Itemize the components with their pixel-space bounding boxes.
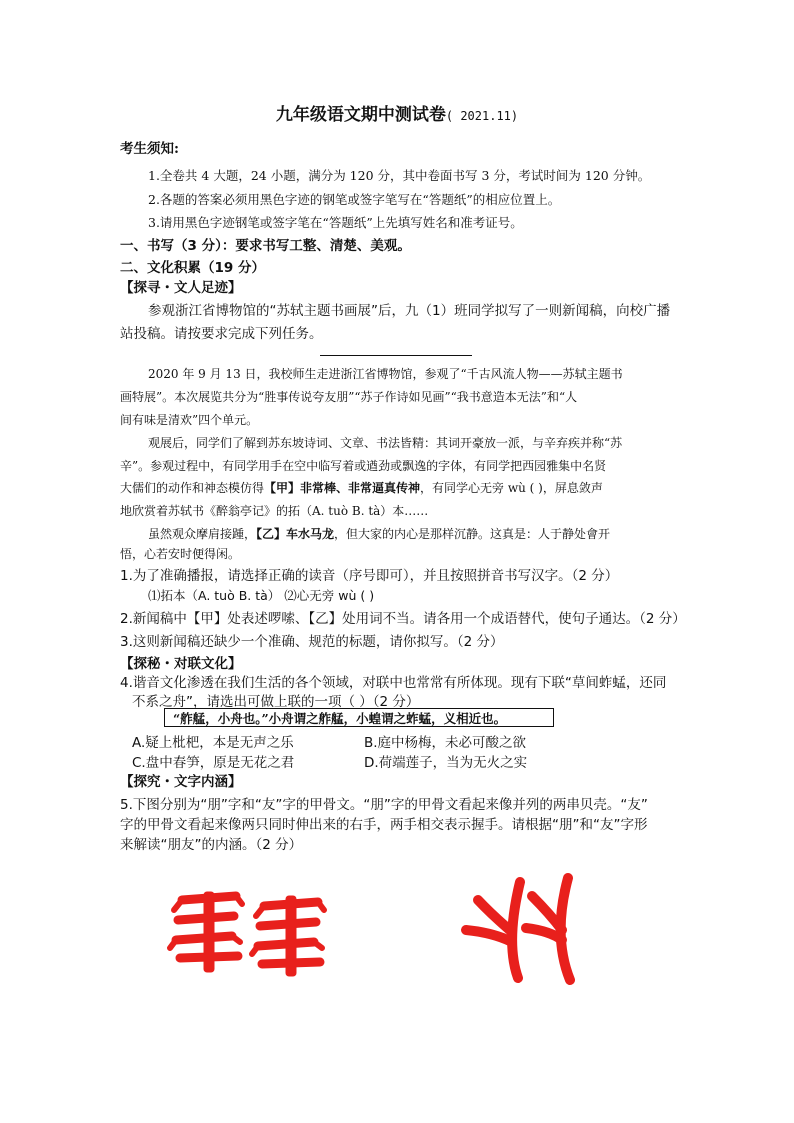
page-title <box>0 100 794 125</box>
question-5-cont: 来解读“朋友”的内涵。（2 分） <box>120 837 303 853</box>
question-2: 2.新闻稿中【甲】处表述啰嗦、【乙】处用词不当。请各用一个成语替代，使句子通达。（2 分） <box>120 611 686 627</box>
paragraph-line: 参观浙江省博物馆的“苏轼主题书画展”后，九（1）班同学拟写了一则新闻稿，向校广播 <box>148 303 671 319</box>
section-heading: 二、文化积累（19 分） <box>120 260 265 276</box>
news-line: 悟，心若安时便得闲。 <box>120 547 241 561</box>
news-line <box>120 479 603 496</box>
option-d: D.荷端莲子，当为无火之实 <box>364 755 528 771</box>
you-oracle-bone-glyph <box>466 878 570 980</box>
question-5-cont: 字的甲骨文看起来像两只同时伸出来的右手，两手相交表示握手。请根据“朋”和“友”字形 <box>120 817 648 833</box>
option-b: B.庭中杨梅，未必可酸之欲 <box>364 735 527 751</box>
yi-marked-phrase: 【乙】车水马龙 <box>256 527 335 541</box>
news-line: 画特展”。本次展览共分为“胜事传说夸友朋”“苏子作诗如见画”“我书意造本无法”和“人 <box>120 390 578 404</box>
notice-item: 3.请用黑色字迹钢笔或签字笔在“答题纸”上先填写姓名和准考证号。 <box>148 215 523 230</box>
news-text: ，有同学心无旁 wù ( )，屏息敛声 <box>420 481 603 495</box>
news-line: 观展后，同学们了解到苏东坡诗词、文章、书法皆精：其词开豪放一派，与辛弃疾并称“苏 <box>148 436 623 450</box>
part-heading: 【探寻・文人足迹】 <box>120 280 242 296</box>
news-line: 2020 年 9 月 13 日，我校师生走进浙江省博物馆，参观了“千古风流人物——苏轼主题书 <box>148 367 623 381</box>
news-text: 虽然观众摩肩接踵， <box>148 527 257 541</box>
part-heading: 【探究・文字内涵】 <box>120 774 242 790</box>
news-line: 辛”。参观过程中，有同学用手在空中临写着或遒劲或飘逸的字体，有同学把西园雅集中名贤 <box>120 459 607 473</box>
quote-box: “舴艋，小舟也。”小舟谓之舴艋，小蝗谓之蚱蜢，义相近也。 <box>164 708 554 727</box>
peng-oracle-bone-glyph <box>170 892 324 976</box>
option-a: A.疑上枇杷，本是无声之乐 <box>132 735 294 751</box>
exam-title: 九年级语文期中测试卷 <box>275 105 446 125</box>
question-1-options: ⑴拓本（A. tuò B. tà） ⑵心无旁 wù ( ) <box>148 588 375 603</box>
oracle-bone-figure <box>160 870 600 990</box>
news-line: 地欣赏着苏轼书《醉翁亭记》的拓（A. tuò B. tà）本…… <box>120 504 429 518</box>
paragraph-line: 站投稿。请按要求完成下列任务。 <box>120 326 323 342</box>
question-1: 1.为了准确播报，请选择正确的读音（序号即可），并且按照拼音书写汉字。（2 分） <box>120 568 619 584</box>
part-heading: 【探秘・对联文化】 <box>120 656 242 672</box>
news-text: 大儒们的动作和神态模仿得 <box>120 481 265 495</box>
jia-marked-phrase: 【甲】非常棒、非常逼真传神 <box>264 481 421 495</box>
notice-item: 1.全卷共 4 大题，24 小题，满分为 120 分，其中卷面书写 3 分，考试时间为 120 分钟。 <box>148 168 651 183</box>
section-heading: 一、书写（3 分）：要求书写工整、清楚、美观。 <box>120 238 411 254</box>
title-blank-line <box>320 355 472 356</box>
news-line <box>148 525 610 542</box>
news-text: ，但大家的内心是那样沉静。这真是：人于静处會开 <box>334 527 611 541</box>
question-3: 3.这则新闻稿还缺少一个准确、规范的标题，请你拟写。（2 分） <box>120 634 504 650</box>
question-5: 5.下图分别为“朋”字和“友”字的甲骨文。“朋”字的甲骨文看起来像并列的两串贝壳。“友” <box>120 797 648 813</box>
exam-date: ( 2021.11) <box>445 109 519 123</box>
notice-item: 2.各题的答案必须用黑色字迹的钢笔或签字笔写在“答题纸”的相应位置上。 <box>148 192 561 207</box>
option-c: C.盘中春笋，原是无花之君 <box>132 755 295 771</box>
news-line: 间有味是清欢”四个单元。 <box>120 413 259 427</box>
question-4-cont: 不系之舟”，请选出可做上联的一项（ ）（2 分） <box>132 694 420 710</box>
notice-heading: 考生须知: <box>120 141 179 157</box>
question-4: 4.谐音文化渗透在我们生活的各个领域，对联中也常常有所体现。现有下联“草间蚱蜢，还同 <box>120 675 667 691</box>
